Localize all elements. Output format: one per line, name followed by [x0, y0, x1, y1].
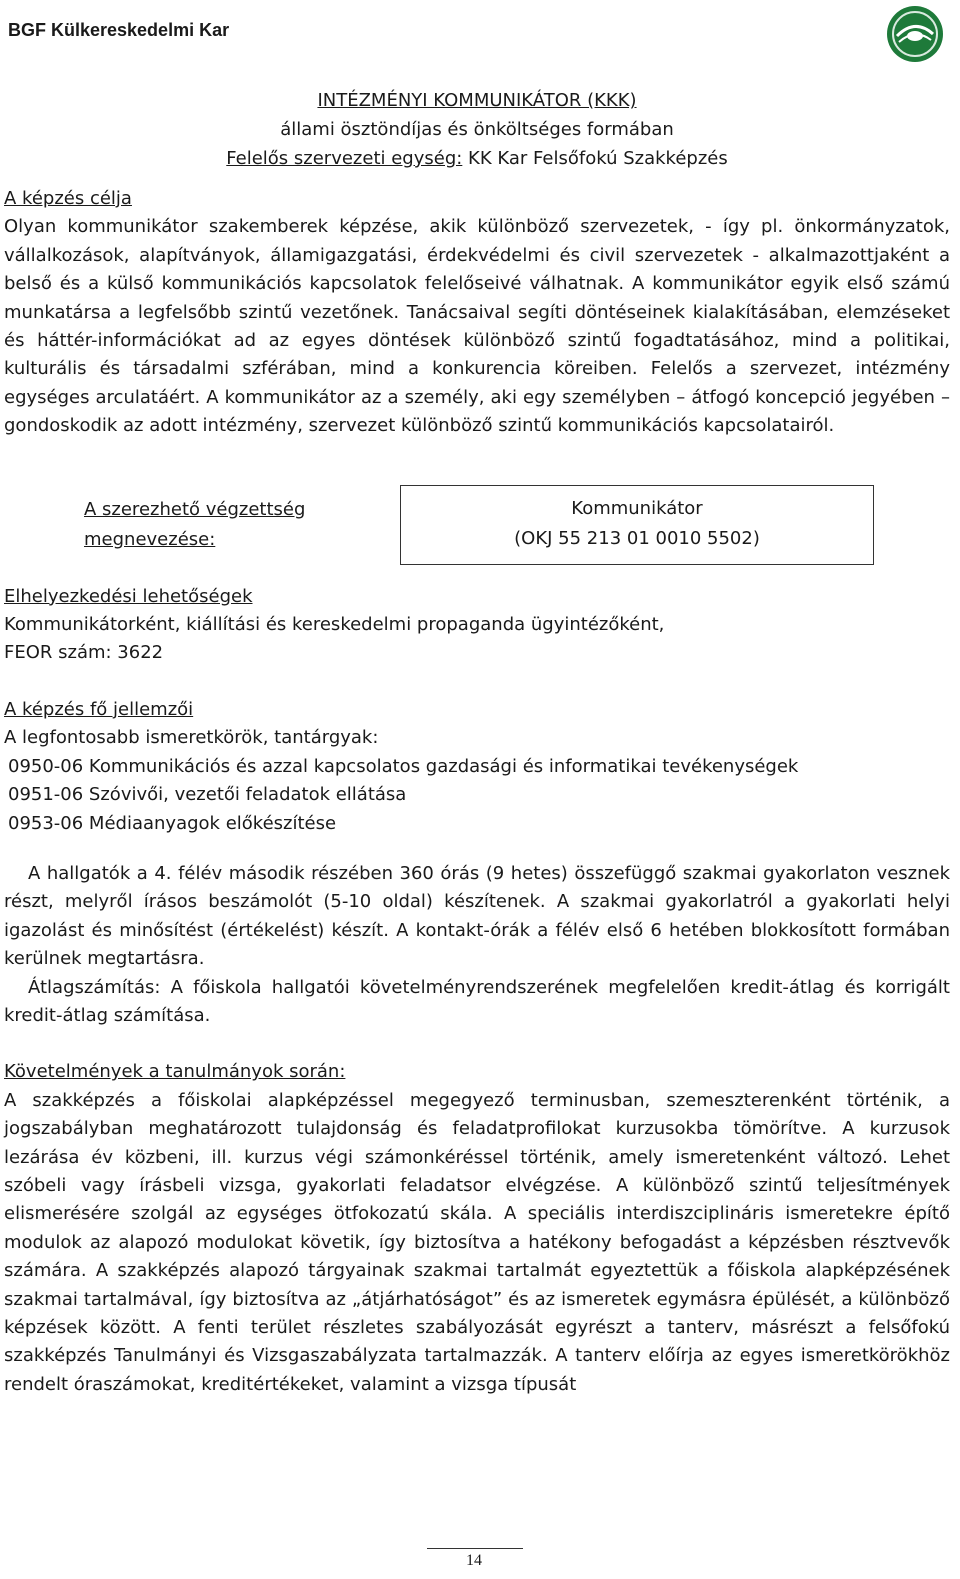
- qualification-value-line1: Kommunikátor: [571, 497, 703, 519]
- jobs-heading: Elhelyezkedési lehetőségek: [4, 585, 253, 607]
- document-body: [4, 86, 950, 1399]
- practice-paragraph: A hallgatók a 4. félév második részében 360 órás (9 hetes) összefüggő szakmai gyakorlaton vesznek részt, melyről írásos beszámolót (5-10 oldal) készítenek. A szakmai gyakorlatról a gyakorlati helyi igazolást és minősítést (értékelést) készít. A kontakt-órák a félév első 6 hetében blokkosított formában kerülnek megtartásra.: [4, 862, 950, 970]
- qualification-label-line2: megnevezése:: [84, 528, 216, 550]
- course-item: 0951-06 Szóvivői, vezetői feladatok ellátása: [8, 784, 407, 806]
- qualification-section: [4, 485, 950, 571]
- aim-text: Olyan kommunikátor szakemberek képzése, akik különböző szervezetek, - így pl. önkormányzatok, vállalkozások, alapítványok, államigazgatási, érdekvédelmi és civil szervezetek - alkalmazottjaként a belső és a külső kommunikációs kapcsolatok felelőseivé válhatnak. A kommunikátor egyik első számú munkatársa a legfelsőbb szintű vezetőnek. Tanácsaival segíti döntéseinek kialakításában, elemzéseket és háttér-információkat ad az egyes döntések különböző szintű fogadtatásához, mind a politikai, kulturális és társadalmi szférában, mind a konkurencia köreiben. Felelős a szervezet, intézmény egységes arculatáért. A kommunikátor az a személy, aki egy személyben – átfogó koncepció jegyében – gondoskodik az adott intézmény, szervezet különböző szintű kommunikációs kapcsolatairól.: [4, 216, 950, 437]
- average-paragraph: Átlagszámítás: A főiskola hallgatói követelményrendszerének megfelelően kredit-átlag és korrigált kredit-átlag számítása.: [4, 976, 950, 1026]
- responsible-unit-label: Felelős szervezeti egység:: [226, 148, 463, 169]
- features-intro: A legfontosabb ismeretkörök, tantárgyak:: [4, 727, 379, 749]
- page-header: [0, 0, 960, 64]
- aim-section: [4, 185, 950, 441]
- document-subtitle: állami ösztöndíjas és önköltséges formában: [280, 119, 674, 140]
- qualification-label-line1: A szerezhető végzettség: [84, 498, 306, 520]
- requirements-section: [4, 1058, 950, 1399]
- header-title: BGF Külkereskedelmi Kar: [8, 20, 230, 40]
- college-logo-icon: [885, 4, 945, 64]
- title-block: [4, 86, 950, 173]
- aim-heading: A képzés célja: [4, 188, 132, 209]
- course-item: 0950-06 Kommunikációs és azzal kapcsolatos gazdasági és informatikai tevékenységek: [8, 755, 799, 777]
- qualification-label: [84, 495, 305, 555]
- responsible-unit-value: KK Kar Felsőfokú Szakképzés: [462, 148, 728, 169]
- page-number: 14: [466, 1552, 482, 1569]
- jobs-line1: Kommunikátorként, kiállítási és kereskedelmi propaganda ügyintézőként,: [4, 614, 665, 636]
- requirements-text: A szakképzés a főiskolai alapképzéssel megegyező terminusban, szemeszterenként történik, a jogszabályban meghatározott tulajdonság és feladatprofilokat kurzusokba tömörítve. A kurzusok lezárása év közbeni, ill. kurzus végi számonkéréssel történik, amely ismeretenként változó. Lehet szóbeli vagy írásbeli vizsga, gyakorlati feladatsor elvégzése. A különböző szintű teljesítmények elismerésére szolgál az egységes ötfokozatú skála. A speciális interdiszciplináris ismeretekre építő modulok az alapozó modulokat követik, így biztosítva a hatékony befogadást a képzésben résztvevők számára. A szakképzés alapozó tárgyainak szakmai tartalmát egyeztettük a főiskola alapképzésének szakmai tartalmával, így biztosítva az „átjárhatóságot” és az ismeretek egymásra épülését, a különböző képzések között. A fenti terület részletes szabályozását egyrészt a tanterv, másrészt a felsőfokú szakképzés Tanulmányi és Vizsgaszabályzata tartalmazzák. A tanterv előírja az egyes ismeretkörökhöz rendelt óraszámokat, kreditértékeket, valamint a vizsga típusát: [4, 1089, 950, 1395]
- jobs-section: [4, 583, 950, 668]
- responsible-unit: [4, 144, 950, 173]
- jobs-line2: FEOR szám: 3622: [4, 642, 164, 664]
- requirements-heading: Követelmények a tanulmányok során:: [4, 1061, 346, 1083]
- qualification-value-line2: (OKJ 55 213 01 0010 5502): [514, 527, 760, 549]
- course-item: 0953-06 Médiaanyagok előkészítése: [8, 812, 337, 834]
- qualification-box: [400, 485, 874, 565]
- footer-divider: [427, 1548, 523, 1549]
- features-section: [4, 696, 950, 1030]
- features-heading: A képzés fő jellemzői: [4, 698, 194, 720]
- document-title: INTÉZMÉNYI KOMMUNIKÁTOR (KKK): [317, 90, 637, 111]
